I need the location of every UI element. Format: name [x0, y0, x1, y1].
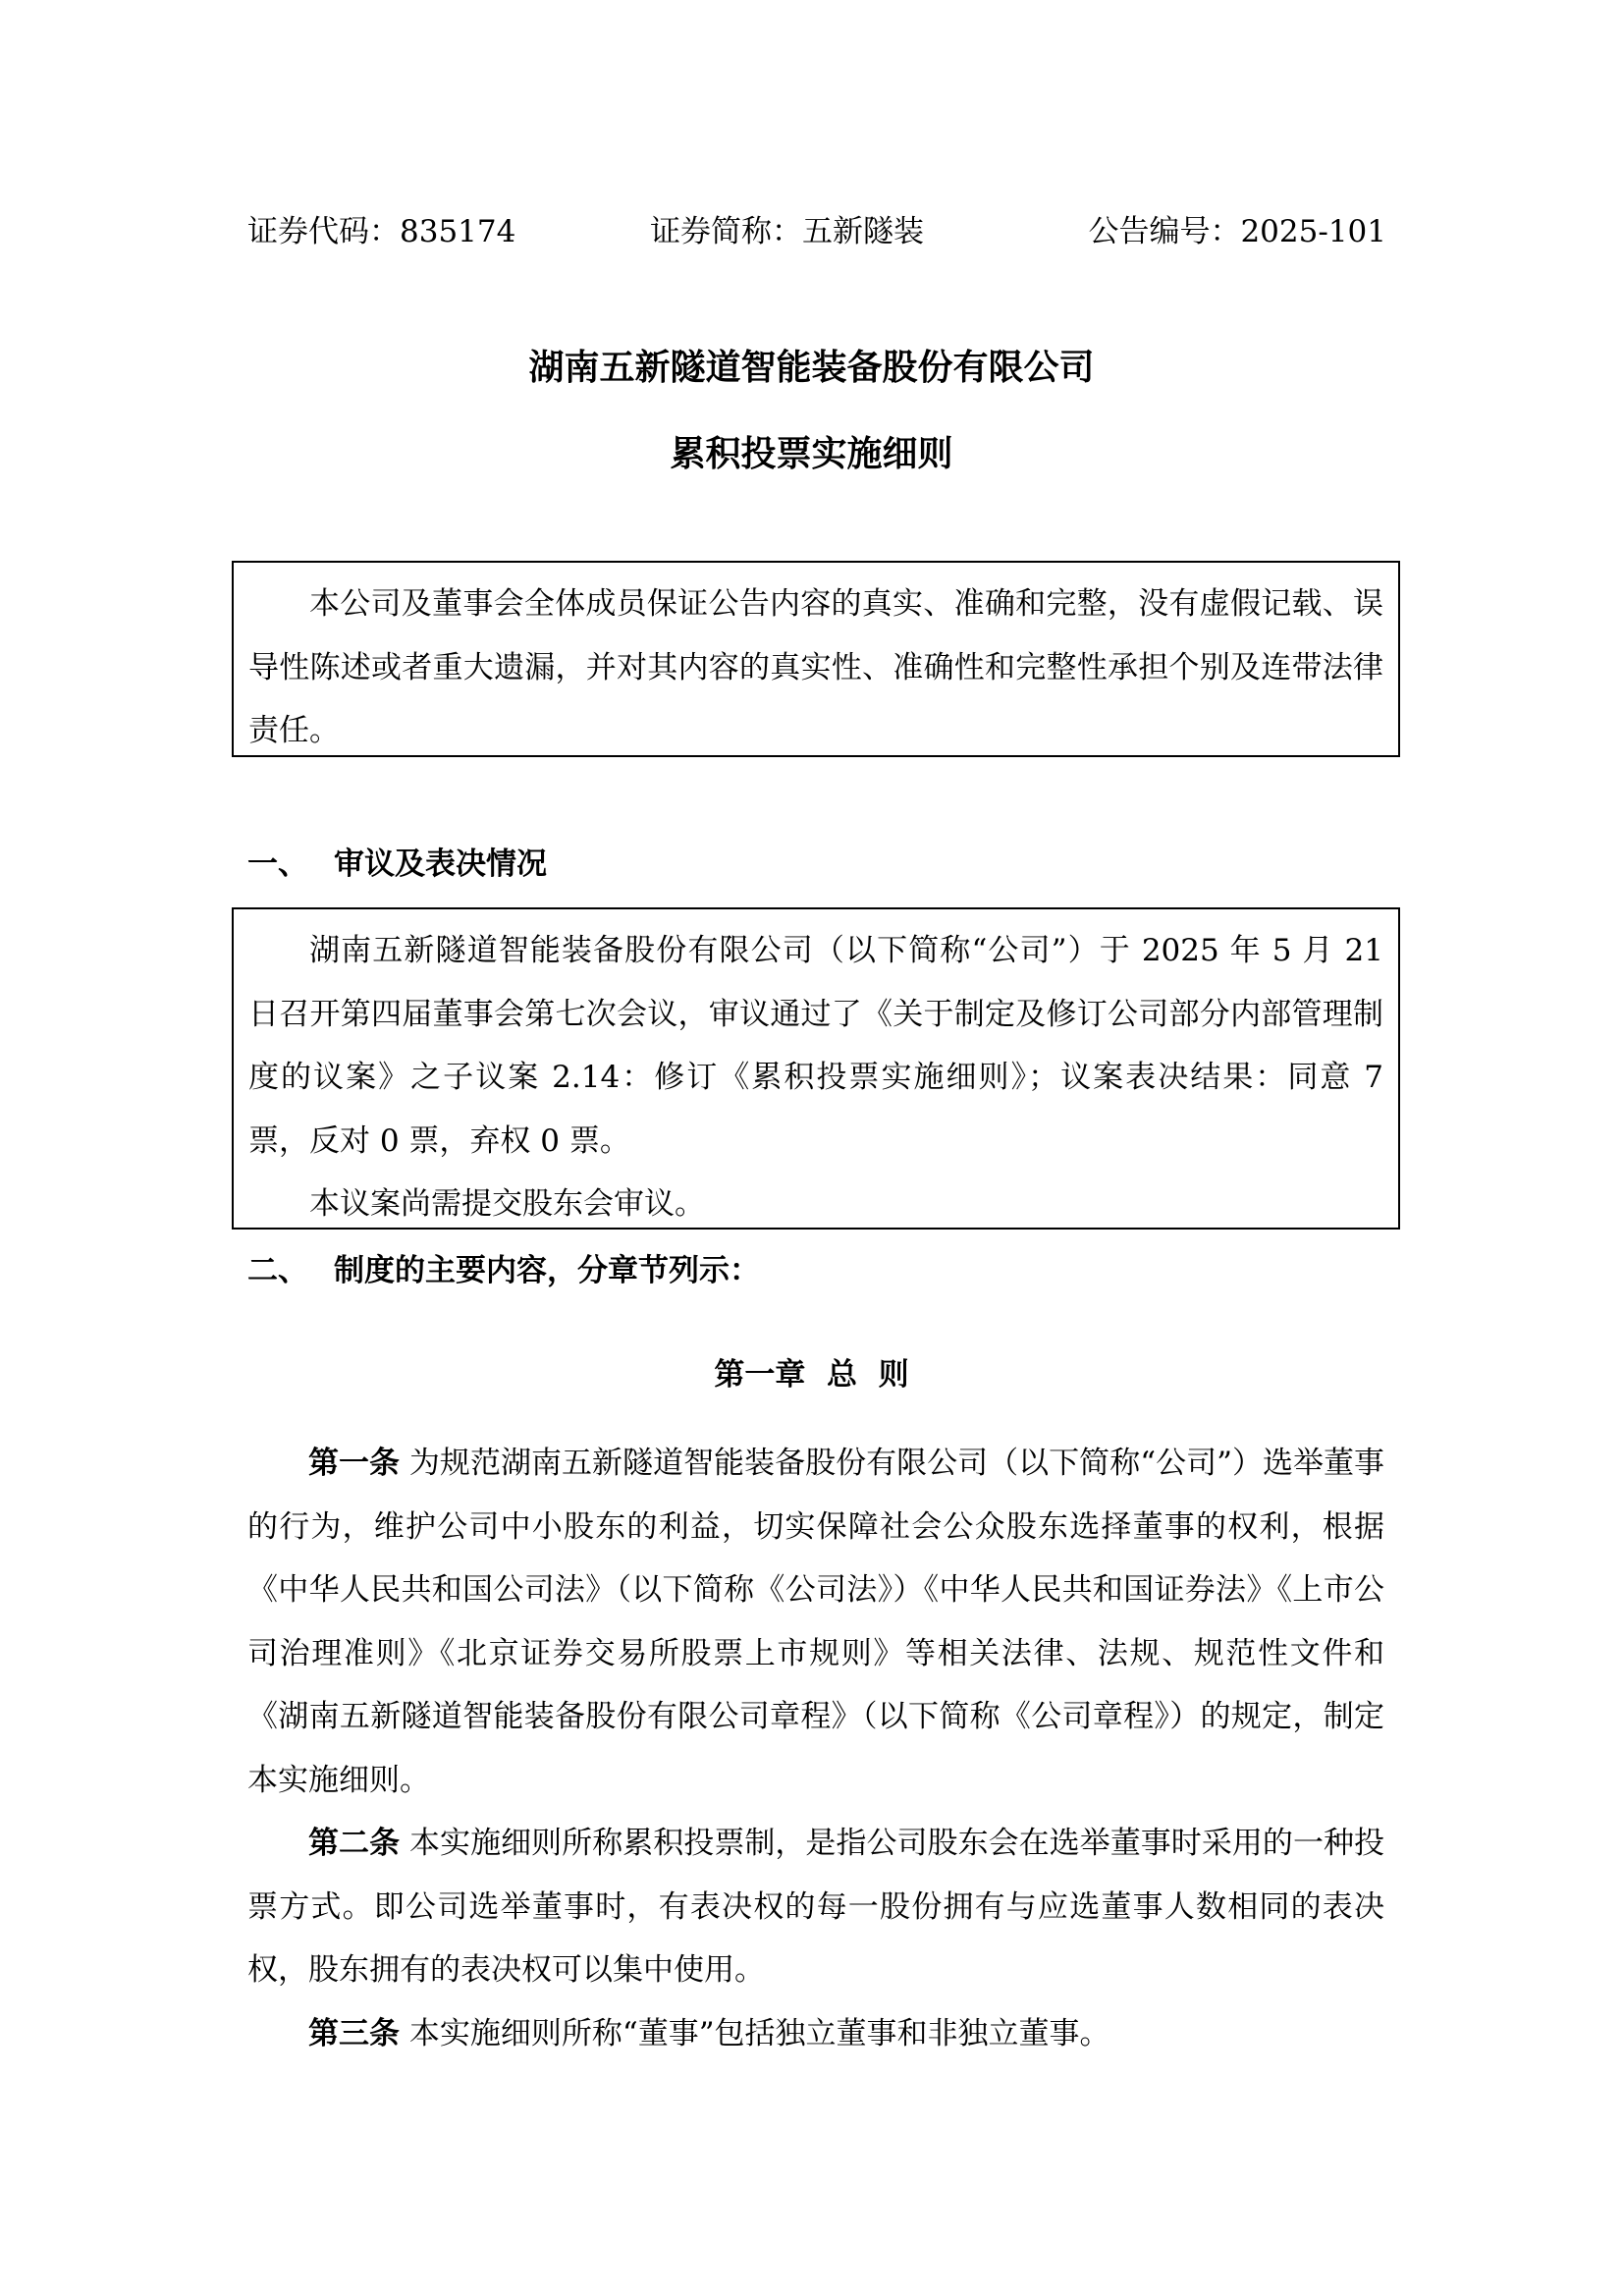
- article-text: 本实施细则所称累积投票制，是指公司股东会在选举董事时采用的一种投票方式。即公司选举董事时，有表决权的每一股份拥有与应选董事人数相同的表决权，股东拥有的表决权可以集中使用。: [247, 1826, 1385, 1988]
- announcement-header: [247, 208, 1386, 255]
- chapter-title: 第一章 总 则: [714, 1357, 909, 1393]
- review-result-box: [232, 907, 1400, 1230]
- article-label: 第三条: [308, 2015, 400, 2051]
- article-text: 为规范湖南五新隧道智能装备股份有限公司（以下简称“公司”）选举董事的行为，维护公司中小股东的利益，切实保障社会公众股东选择董事的权利，根据《中华人民共和国公司法》（以下简称《公司法》）《中华人民共和国证券法》《上市公司治理准则》《北京证券交易所股票上市规则》等相关法律、法规、规范性文件和《湖南五新隧道智能装备股份有限公司章程》（以下简称《公司章程》）的规定，制定本实施细则。: [247, 1446, 1385, 1798]
- articles-body: [247, 1432, 1384, 2065]
- article-2: [247, 1812, 1384, 2002]
- article-1: [247, 1432, 1384, 1812]
- review-paragraph: 湖南五新隧道智能装备股份有限公司（以下简称“公司”）于 2025 年 5 月 21 日召开第四届董事会第七次会议，审议通过了《关于制定及修订公司部分内部管理制度的议案》之子议案 2.14：修订《累积投票实施细则》；议案表决结果：同意 7 票，反对 0 票，弃权 0 票。: [248, 933, 1383, 1159]
- review-note: 本议案尚需提交股东会审议。: [309, 1186, 705, 1222]
- announcement-number: 公告编号：2025-101: [1088, 214, 1386, 249]
- article-3: [247, 2002, 1384, 2066]
- section-heading-review: [247, 840, 1396, 889]
- section-heading-text: 审议及表决情况: [334, 847, 547, 882]
- article-label: 第一条: [308, 1446, 401, 1481]
- article-label: 第二条: [308, 1826, 401, 1861]
- section-number: 二、: [247, 1253, 308, 1288]
- company-title: 湖南五新隧道智能装备股份有限公司: [528, 348, 1095, 388]
- section-number: 一、: [247, 847, 308, 882]
- document-title: 累积投票实施细则: [670, 434, 953, 474]
- section-heading-content: [247, 1246, 1396, 1295]
- disclaimer-box: [232, 561, 1400, 757]
- section-heading-text: 制度的主要内容，分章节列示：: [334, 1253, 760, 1288]
- stock-abbreviation: 证券简称：五新隧装: [650, 214, 924, 249]
- article-text: 本实施细则所称“董事”包括独立董事和非独立董事。: [408, 2015, 1110, 2051]
- disclaimer-text: 本公司及董事会全体成员保证公告内容的真实、准确和完整，没有虚假记载、误导性陈述或者重大遗漏，并对其内容的真实性、准确性和完整性承担个别及连带法律责任。: [248, 586, 1383, 748]
- stock-code: 证券代码：835174: [247, 214, 516, 249]
